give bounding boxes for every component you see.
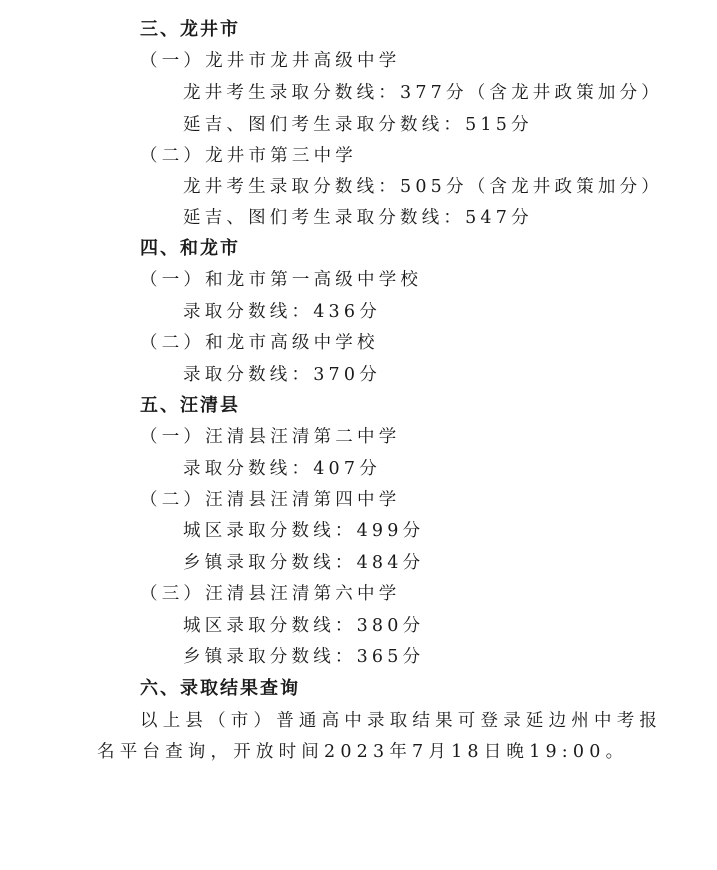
- paragraph-line: 以上县（市）普通高中录取结果可登录延边州中考报: [140, 711, 663, 731]
- school-name: （一）汪清县汪清第二中学: [140, 427, 401, 447]
- school-name: （一）和龙市第一高级中学校: [140, 270, 423, 290]
- section-heading-helong: 四、和龙市: [140, 238, 240, 259]
- score-line: 录取分数线：407分: [183, 459, 381, 479]
- score-line: 录取分数线：436分: [183, 302, 381, 322]
- section-heading-query: 六、录取结果查询: [140, 678, 300, 699]
- school-name: （三）汪清县汪清第六中学: [140, 584, 401, 604]
- score-line: 城区录取分数线：499分: [183, 521, 425, 541]
- score-line: 延吉、图们考生录取分数线：515分: [183, 115, 533, 135]
- section-heading-longjing: 三、龙井市: [140, 19, 240, 40]
- school-name: （二）龙井市第三中学: [140, 146, 357, 166]
- school-name: （一）龙井市龙井高级中学: [140, 51, 401, 71]
- score-line: 乡镇录取分数线：365分: [183, 647, 425, 667]
- score-line: 城区录取分数线：380分: [183, 616, 425, 636]
- score-line: 延吉、图们考生录取分数线：547分: [183, 208, 533, 228]
- paragraph-line: 名平台查询，开放时间2023年7月18日晚19:00。: [97, 742, 629, 762]
- score-line: 龙井考生录取分数线：505分（含龙井政策加分）: [183, 177, 664, 197]
- section-heading-wangqing: 五、汪清县: [140, 395, 240, 416]
- score-line: 录取分数线：370分: [183, 365, 381, 385]
- score-line: 乡镇录取分数线：484分: [183, 553, 425, 573]
- school-name: （二）和龙市高级中学校: [140, 333, 379, 353]
- score-line: 龙井考生录取分数线：377分（含龙井政策加分）: [183, 83, 664, 103]
- school-name: （二）汪清县汪清第四中学: [140, 490, 401, 510]
